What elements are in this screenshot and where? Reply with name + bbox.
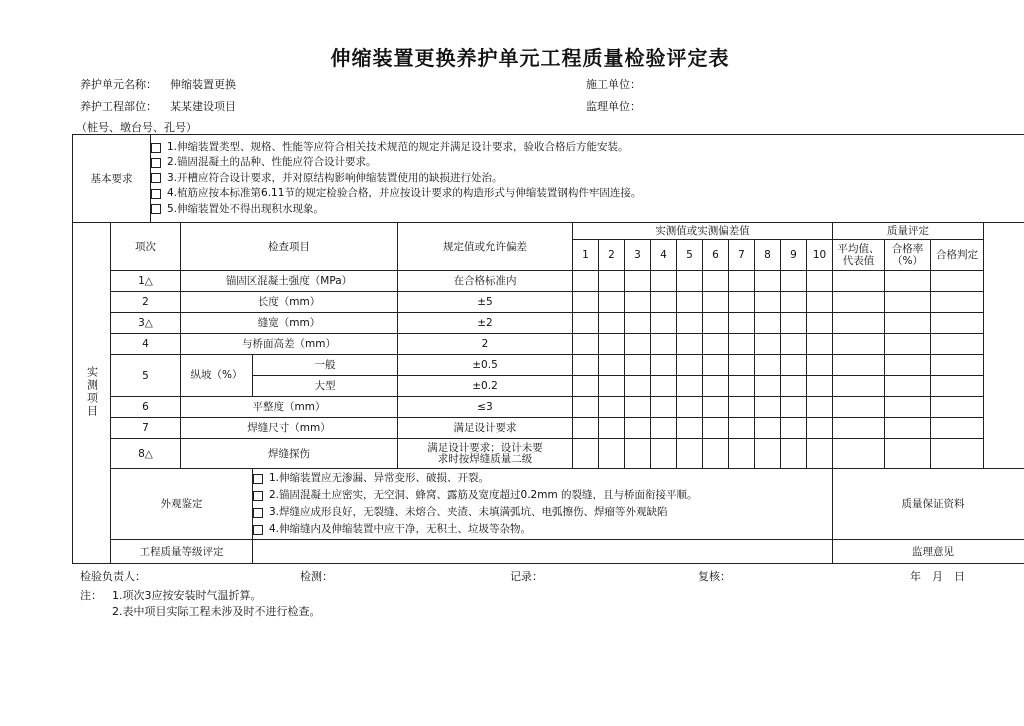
pass-rate-cell[interactable] (885, 313, 931, 334)
measure-cell[interactable] (729, 292, 755, 313)
measure-cell[interactable] (677, 313, 703, 334)
spec-value: 满足设计要求 (398, 418, 573, 439)
record-label: 记录： (510, 570, 543, 583)
avg-cell[interactable] (833, 271, 885, 292)
avg-cell[interactable] (833, 439, 885, 469)
item-no: 2 (111, 292, 181, 313)
col-measured: 实测值或实测偏差值 (573, 223, 833, 240)
construction-unit-label: 施工单位： (586, 78, 641, 91)
requirement-item: 5.伸缩装置处不得出现积水现象。 (151, 202, 1024, 217)
basic-requirements-label: 基本要求 (73, 135, 151, 223)
spec-value: 满足设计要求；设计未要求时按焊缝质量二级 (398, 439, 573, 469)
pass-rate-cell[interactable] (885, 397, 931, 418)
check-item: 纵坡（%） (181, 355, 253, 397)
check-item: 焊缝尺寸（mm） (181, 418, 398, 439)
measure-cell[interactable] (651, 313, 677, 334)
appearance-label: 外观鉴定 (111, 469, 253, 540)
measure-cell[interactable] (651, 271, 677, 292)
measure-cell[interactable] (651, 439, 677, 469)
requirement-checkbox[interactable] (151, 204, 161, 214)
measure-cell[interactable] (781, 313, 807, 334)
measure-no: 9 (781, 240, 807, 271)
measure-cell[interactable] (599, 334, 625, 355)
measure-no: 4 (651, 240, 677, 271)
appearance-item: 3.焊缝应成形良好，无裂缝、未熔合、夹渣、未填满弧坑、电弧擦伤、焊瘤等外观缺陷 (253, 504, 830, 521)
note-2: 2.表中项目实际工程未涉及时不进行检查。 (112, 605, 321, 618)
avg-cell[interactable] (833, 397, 885, 418)
measure-cell[interactable] (729, 271, 755, 292)
measure-cell[interactable] (781, 418, 807, 439)
check-item: 与桥面高差（mm） (181, 334, 398, 355)
measure-cell[interactable] (807, 439, 833, 469)
basic-requirements-list (151, 135, 1024, 223)
check-item: 长度（mm） (181, 292, 398, 313)
measure-cell[interactable] (703, 271, 729, 292)
appearance-checkbox[interactable] (253, 474, 263, 484)
requirement-checkbox[interactable] (151, 158, 161, 168)
check-subitem: 一般 (253, 355, 398, 376)
judgement-cell[interactable] (931, 418, 984, 439)
appearance-checkbox[interactable] (253, 525, 263, 535)
item-no: 5 (111, 355, 181, 397)
measure-cell[interactable] (807, 313, 833, 334)
part-value: 某某建设项目 (170, 100, 236, 113)
pass-rate-cell[interactable] (885, 418, 931, 439)
measure-cell[interactable] (625, 397, 651, 418)
measure-cell[interactable] (807, 292, 833, 313)
measure-cell[interactable] (625, 418, 651, 439)
measure-cell[interactable] (599, 397, 625, 418)
measure-cell[interactable] (625, 439, 651, 469)
check-label: 检测： (300, 570, 333, 583)
measure-cell[interactable] (755, 355, 781, 376)
measure-cell[interactable] (625, 271, 651, 292)
measure-cell[interactable] (599, 355, 625, 376)
avg-cell[interactable] (833, 334, 885, 355)
measure-no: 8 (755, 240, 781, 271)
measure-no: 3 (625, 240, 651, 271)
avg-cell[interactable] (833, 292, 885, 313)
pass-rate-cell[interactable] (885, 334, 931, 355)
pass-rate-cell[interactable] (885, 376, 931, 397)
measured-section-label: 实测项目 (73, 223, 111, 564)
measure-cell[interactable] (729, 397, 755, 418)
item-no: 1△ (111, 271, 181, 292)
avg-cell[interactable] (833, 418, 885, 439)
measure-cell[interactable] (781, 271, 807, 292)
col-quality: 质量评定 (833, 223, 984, 240)
spec-value: ≤3 (398, 397, 573, 418)
form-title: 伸缩装置更换养护单元工程质量检验评定表 (330, 46, 730, 70)
measure-cell[interactable] (755, 334, 781, 355)
measure-no: 10 (807, 240, 833, 271)
measure-cell[interactable] (807, 271, 833, 292)
measure-cell[interactable] (573, 376, 599, 397)
grade-cell[interactable] (253, 540, 833, 564)
measure-cell[interactable] (651, 292, 677, 313)
measure-cell[interactable] (677, 397, 703, 418)
judgement-cell[interactable] (931, 376, 984, 397)
measure-cell[interactable] (703, 355, 729, 376)
requirement-item: 3.开槽应符合设计要求，并对原结构影响伸缩装置使用的缺损进行处治。 (151, 171, 1024, 186)
requirement-item: 4.植筋应按本标准第6.11节的规定检验合格，并应按设计要求的构造形式与伸缩装置钢构件牢固连接。 (151, 186, 1024, 201)
unit-name-value: 伸缩装置更换 (170, 78, 236, 91)
measure-cell[interactable] (807, 334, 833, 355)
spec-value: ±5 (398, 292, 573, 313)
measure-cell[interactable] (573, 355, 599, 376)
measure-cell[interactable] (729, 334, 755, 355)
check-item: 锚固区混凝土强度（MPa） (181, 271, 398, 292)
unit-name-label: 养护单元名称： (80, 78, 157, 91)
spec-value: 2 (398, 334, 573, 355)
col-spec: 规定值或允许偏差 (398, 223, 573, 271)
pile-note: （桩号、墩台号、孔号） (76, 121, 197, 134)
inspector-label: 检验负责人： (80, 570, 146, 583)
measure-cell[interactable] (677, 376, 703, 397)
measure-no: 1 (573, 240, 599, 271)
appearance-checkbox[interactable] (253, 508, 263, 518)
measure-cell[interactable] (703, 397, 729, 418)
measure-cell[interactable] (729, 355, 755, 376)
col-judgement: 合格判定 (931, 240, 984, 271)
appearance-item: 2.锚固混凝土应密实，无空洞、蜂窝、露筋及宽度超过0.2mm 的裂缝，且与桥面衔接平顺。 (253, 487, 830, 504)
inspection-table (72, 134, 1024, 564)
measure-cell[interactable] (755, 292, 781, 313)
measure-cell[interactable] (573, 334, 599, 355)
measure-cell[interactable] (677, 334, 703, 355)
measure-cell[interactable] (755, 418, 781, 439)
note-label: 注： (80, 589, 102, 602)
measure-cell[interactable] (677, 292, 703, 313)
measure-no: 6 (703, 240, 729, 271)
measure-cell[interactable] (781, 334, 807, 355)
requirement-checkbox[interactable] (151, 143, 161, 153)
measure-cell[interactable] (651, 418, 677, 439)
measure-cell[interactable] (755, 313, 781, 334)
measure-cell[interactable] (703, 292, 729, 313)
pass-rate-cell[interactable] (885, 439, 931, 469)
requirement-item: 1.伸缩装置类型、规格、性能等应符合相关技术规范的规定并满足设计要求，验收合格后方能安装。 (151, 140, 1024, 155)
spec-value: ±0.2 (398, 376, 573, 397)
spec-value: ±0.5 (398, 355, 573, 376)
requirement-checkbox[interactable] (151, 173, 161, 183)
item-no: 3△ (111, 313, 181, 334)
measure-cell[interactable] (755, 439, 781, 469)
measure-cell[interactable] (729, 376, 755, 397)
measure-cell[interactable] (651, 397, 677, 418)
avg-cell[interactable] (833, 313, 885, 334)
date-label: 年 月 日 (910, 570, 965, 583)
part-label: 养护工程部位： (80, 100, 157, 113)
judgement-cell[interactable] (931, 439, 984, 469)
measure-cell[interactable] (573, 418, 599, 439)
measure-cell[interactable] (781, 292, 807, 313)
measure-cell[interactable] (807, 397, 833, 418)
check-item: 焊缝探伤 (181, 439, 398, 469)
grade-label: 工程质量等级评定 (111, 540, 253, 564)
pass-rate-cell[interactable] (885, 292, 931, 313)
measure-cell[interactable] (677, 418, 703, 439)
item-no: 6 (111, 397, 181, 418)
measure-cell[interactable] (781, 439, 807, 469)
qa-label: 质量保证资料 (833, 469, 1024, 540)
measure-cell[interactable] (573, 397, 599, 418)
measure-cell[interactable] (625, 334, 651, 355)
measure-no: 2 (599, 240, 625, 271)
col-pass-rate: 合格率（%） (885, 240, 931, 271)
measure-cell[interactable] (651, 355, 677, 376)
measure-cell[interactable] (781, 376, 807, 397)
measure-cell[interactable] (599, 439, 625, 469)
measure-cell[interactable] (599, 418, 625, 439)
measure-cell[interactable] (807, 355, 833, 376)
measure-cell[interactable] (573, 271, 599, 292)
measure-cell[interactable] (755, 271, 781, 292)
measure-cell[interactable] (625, 313, 651, 334)
measure-cell[interactable] (625, 292, 651, 313)
measure-no: 5 (677, 240, 703, 271)
appearance-checkbox[interactable] (253, 491, 263, 501)
measure-cell[interactable] (807, 376, 833, 397)
measure-cell[interactable] (573, 292, 599, 313)
judgement-cell[interactable] (931, 271, 984, 292)
check-item: 平整度（mm） (181, 397, 398, 418)
col-avg: 平均值、代表值 (833, 240, 885, 271)
measure-cell[interactable] (599, 376, 625, 397)
measure-cell[interactable] (599, 292, 625, 313)
pass-rate-cell[interactable] (885, 355, 931, 376)
item-no: 8△ (111, 439, 181, 469)
judgement-cell[interactable] (931, 355, 984, 376)
measure-cell[interactable] (703, 376, 729, 397)
appearance-item: 1.伸缩装置应无渗漏、异常变形、破损、开裂。 (253, 470, 830, 487)
avg-cell[interactable] (833, 376, 885, 397)
measure-cell[interactable] (781, 355, 807, 376)
spec-value: ±2 (398, 313, 573, 334)
measure-cell[interactable] (755, 397, 781, 418)
measure-cell[interactable] (729, 418, 755, 439)
item-no: 7 (111, 418, 181, 439)
measure-cell[interactable] (677, 355, 703, 376)
review-label: 复核： (698, 570, 731, 583)
appearance-item: 4.伸缩缝内及伸缩装置中应干净，无积土、垃圾等杂物。 (253, 521, 830, 538)
avg-cell[interactable] (833, 355, 885, 376)
supervision-unit-label: 监理单位： (586, 100, 641, 113)
measure-cell[interactable] (625, 355, 651, 376)
requirement-checkbox[interactable] (151, 189, 161, 199)
check-subitem: 大型 (253, 376, 398, 397)
requirement-item: 2.锚固混凝土的品种、性能应符合设计要求。 (151, 155, 1024, 170)
measure-no: 7 (729, 240, 755, 271)
col-item-no: 项次 (111, 223, 181, 271)
measure-cell[interactable] (781, 397, 807, 418)
measure-cell[interactable] (573, 439, 599, 469)
measure-cell[interactable] (729, 439, 755, 469)
measure-cell[interactable] (651, 376, 677, 397)
measure-cell[interactable] (703, 418, 729, 439)
measure-cell[interactable] (677, 271, 703, 292)
judgement-cell[interactable] (931, 334, 984, 355)
measure-cell[interactable] (573, 313, 599, 334)
judgement-cell[interactable] (931, 313, 984, 334)
measure-cell[interactable] (599, 313, 625, 334)
judgement-cell[interactable] (931, 397, 984, 418)
measure-cell[interactable] (677, 439, 703, 469)
measure-cell[interactable] (703, 439, 729, 469)
appearance-list (253, 469, 833, 540)
measure-cell[interactable] (755, 376, 781, 397)
measure-cell[interactable] (807, 418, 833, 439)
opinion-label: 监理意见 (833, 540, 1024, 564)
note-1: 1.项次3应按安装时气温折算。 (112, 589, 262, 602)
measure-cell[interactable] (651, 334, 677, 355)
item-no: 4 (111, 334, 181, 355)
spec-value: 在合格标准内 (398, 271, 573, 292)
measure-cell[interactable] (729, 313, 755, 334)
check-item: 缝宽（mm） (181, 313, 398, 334)
measure-cell[interactable] (625, 376, 651, 397)
judgement-cell[interactable] (931, 292, 984, 313)
measure-cell[interactable] (703, 334, 729, 355)
col-check-item: 检查项目 (181, 223, 398, 271)
pass-rate-cell[interactable] (885, 271, 931, 292)
measure-cell[interactable] (599, 271, 625, 292)
measure-cell[interactable] (703, 313, 729, 334)
